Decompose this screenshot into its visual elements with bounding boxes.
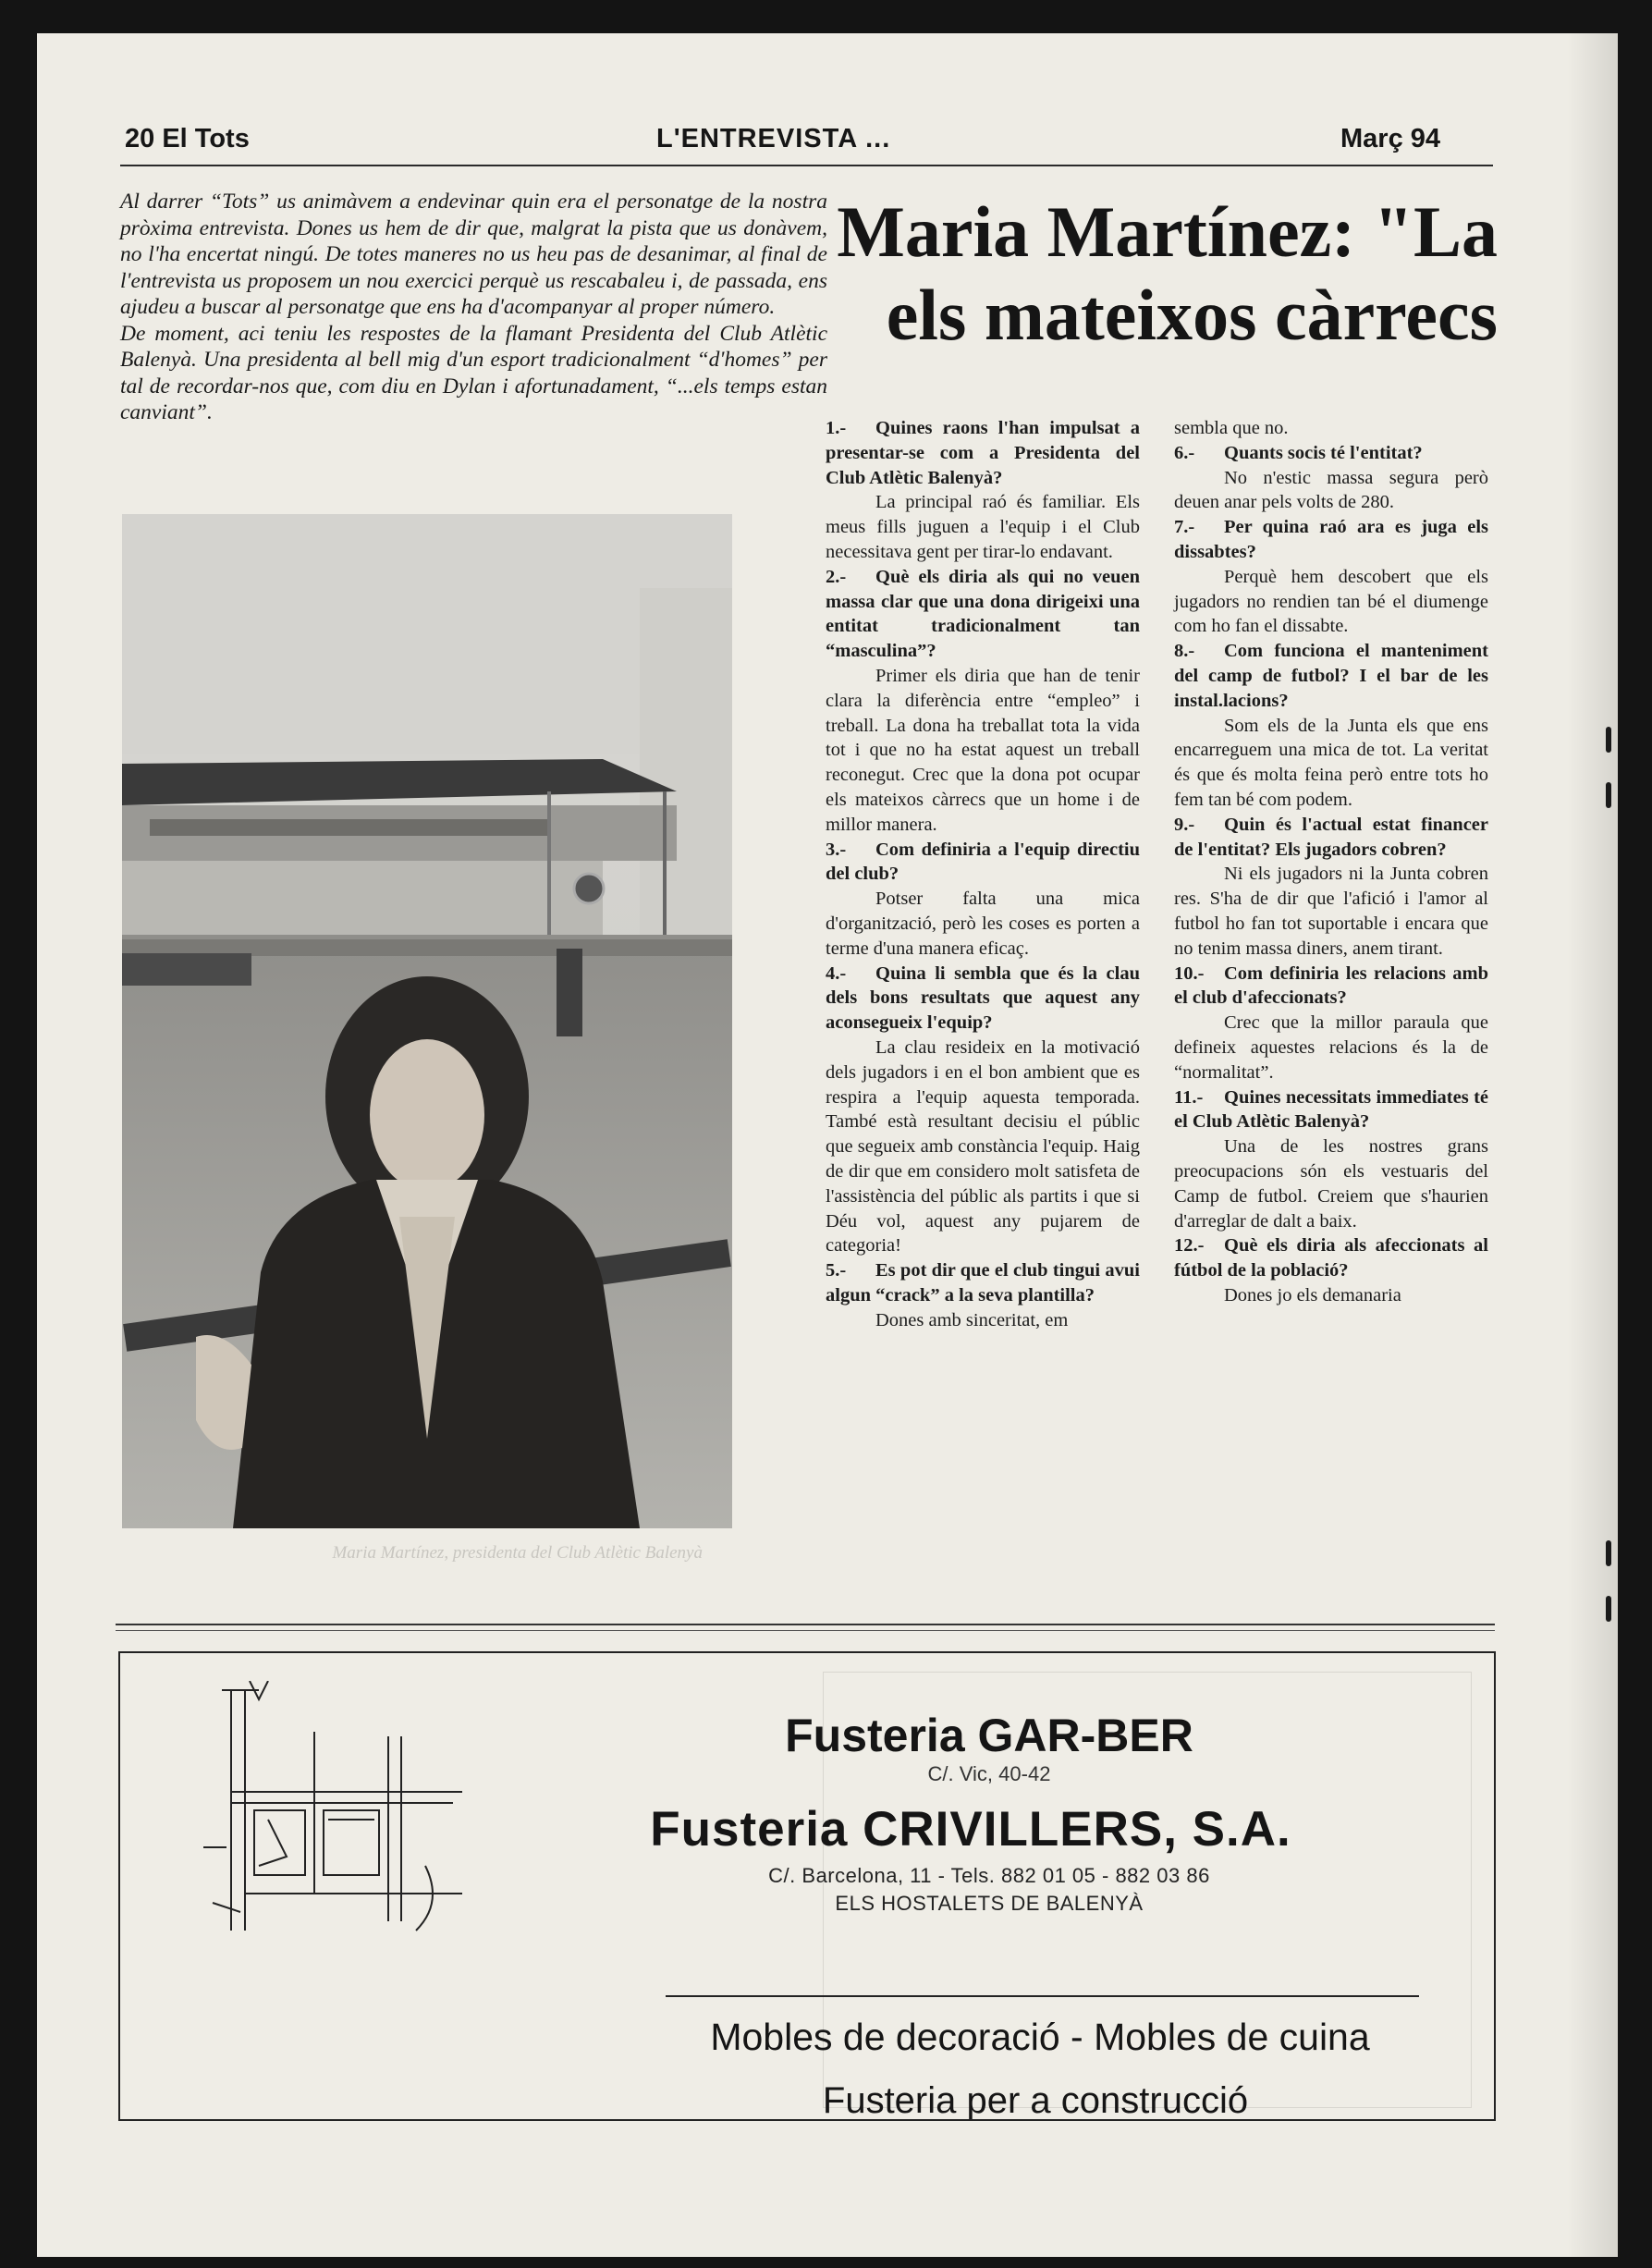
answer-12: Dones jo els demanaria [1224,1284,1401,1306]
question-11: 11.- Quines necessitats immediates té el Club Atlètic Balenyà? [1174,1086,1488,1133]
binding-mark [1606,1540,1611,1566]
answer-4: La clau resideix en la motivació dels jugadors i en el bon ambient que es respira a l'equip aquesta temporada. També està resultant decisiu el públic que segueix amb constància l'equip. Haig de dir que em considero molt satisfeta de l'assistència del públic als partits i que si Déu vol, aquest any pujarem de categoria! [826,1036,1140,1257]
magazine-page [37,33,1618,2257]
header-divider [120,165,1493,166]
answer-7: Perquè hem descobert que els jugadors no rendien tan bé el diumenge com ho fan el dissabte. [1174,566,1488,637]
advertisement [118,1651,1496,2121]
question-2: 2.- Què els diria als qui no veuen massa clar que una dona dirigeixi una entitat tradicionalment tan “masculina”? [826,566,1140,662]
question-9: 9.- Quin és l'actual estat financer de l'entitat? Els jugadors cobren? [1174,814,1488,860]
page-number-label: 20 El Tots [125,124,250,153]
intro-text [120,189,827,426]
question-12: 12.- Què els diria als afeccionats al fútbol de la població? [1174,1235,1488,1281]
article-title [832,190,1498,357]
answer-5-continued: sembla que no. [1174,418,1289,438]
question-1: 1.- Quines raons l'han impulsat a presentar-se com a Presidenta del Club Atlètic Balenyà? [826,418,1140,488]
ad-divider-thin [116,1630,1495,1631]
ad-rule [666,1995,1419,1997]
business-name-1: Fusteria GAR-BER [785,1710,1193,1761]
question-5: 5.- Es pot dir que el club tingui avui algun “crack” a la seva plantilla? [826,1260,1140,1306]
question-7: 7.- Per quina raó ara es juga els dissabtes? [1174,517,1488,562]
business-address-1: C/. Vic, 40-42 [927,1762,1051,1785]
answer-1: La principal raó és familiar. Els meus fills juguen a l'equip i el Club necessitava gent per tirar-lo endavant. [826,492,1140,562]
ad-services-1: Mobles de decoració - Mobles de cuina [710,2016,1370,2058]
business-name-2: Fusteria CRIVILLERS, S.A. [650,1802,1291,1857]
answer-11: Una de les nostres grans preocupacions són els vestuaris del Camp de futbol. Creiem que s'haurien d'arreglar de dalt a baix. [1174,1136,1488,1232]
title-line-1: Maria Martínez: "La [837,191,1498,272]
ad-services-2: Fusteria per a construcció [822,2080,1249,2121]
page-shadow [1567,33,1618,2257]
intro-paragraph-2: De moment, aci teniu les respostes de la flamant Presidenta del Club Atlètic Balenyà. Una presidenta al bell mig d'un esport tradicionalment “d'homes” per tal de recordar-nos que, com diu en Dylan i afortunadament, “...els temps estan canviant”. [120,321,827,424]
answer-6: No n'estic massa segura però deuen anar pels volts de 280. [1174,467,1488,513]
answer-8: Som els de la Junta els que ens encarreguem una mica de tot. La veritat és que és molta feina però entre tots ho fem tan bé com podem. [1174,715,1488,810]
question-6: 6.- Quants socis té l'entitat? [1174,442,1423,463]
photo-caption: Maria Martínez, presidenta del Club Atlètic Balenyà [332,1543,703,1563]
answer-2: Primer els diria que han de tenir clara la diferència entre “empleo” i treball. La dona ha treballat tota la vida tot i que no ha estat aquest un treball reconegut. Crec que la dona pot ocupar els mateixos càrrecs que un home i de millor manera. [826,665,1140,835]
business-address-2: C/. Barcelona, 11 - Tels. 882 01 05 - 882 03 86 [768,1864,1210,1887]
question-3: 3.- Com definiria a l'equip directiu del club? [826,839,1140,885]
binding-mark [1606,782,1611,808]
binding-mark [1606,727,1611,753]
question-8: 8.- Com funciona el manteniment del camp de futbol? I el bar de les instal.lacions? [1174,641,1488,711]
question-10: 10.- Com definiria les relacions amb el club d'afeccionats? [1174,962,1488,1009]
answer-3: Potser falta una mica d'organització, però les coses es porten a terme d'una manera eficaç. [826,889,1140,959]
interviewee-photo [122,514,732,1528]
intro-paragraph-1: Al darrer “Tots” us animàvem a endevinar quin era el personatge de la nostra pròxima entrevista. Dones us hem de dir que, malgrat la pista que us donàvem, no l'ha encertat ningú. De totes maneres no us heu pas de desanimar, al final de l'entrevista us proposem un nou exercici perquè us rescabaleu i, de passada, ens ajudeu a buscar al personatge que ens ha d'acompanyar al proper número. [120,190,827,319]
interview-column-1 [826,416,1140,1332]
issue-date: Març 94 [1340,124,1441,153]
answer-10: Crec que la millor paraula que defineix aquestes relacions és la de “normalitat”. [1174,1012,1488,1083]
interview-column-2 [1174,416,1488,1308]
answer-9: Ni els jugadors ni la Junta cobren res. S'ha de dir que l'afició i l'amor al futbol ho fan tot suportable i encara que no tenim massa diners, anem tirant. [1174,864,1488,959]
binding-mark [1606,1596,1611,1622]
ad-divider [116,1624,1495,1625]
section-title: L'ENTREVISTA ... [656,124,891,153]
answer-5: Dones amb sinceritat, em [875,1309,1069,1330]
carpentry-drawing-icon [176,1681,518,1963]
title-line-2: els mateixos càrrecs [886,275,1498,355]
business-town: ELS HOSTALETS DE BALENYÀ [835,1892,1144,1915]
question-4: 4.- Quina li sembla que és la clau dels bons resultats que aquest any aconsegueix l'equip? [826,962,1140,1034]
